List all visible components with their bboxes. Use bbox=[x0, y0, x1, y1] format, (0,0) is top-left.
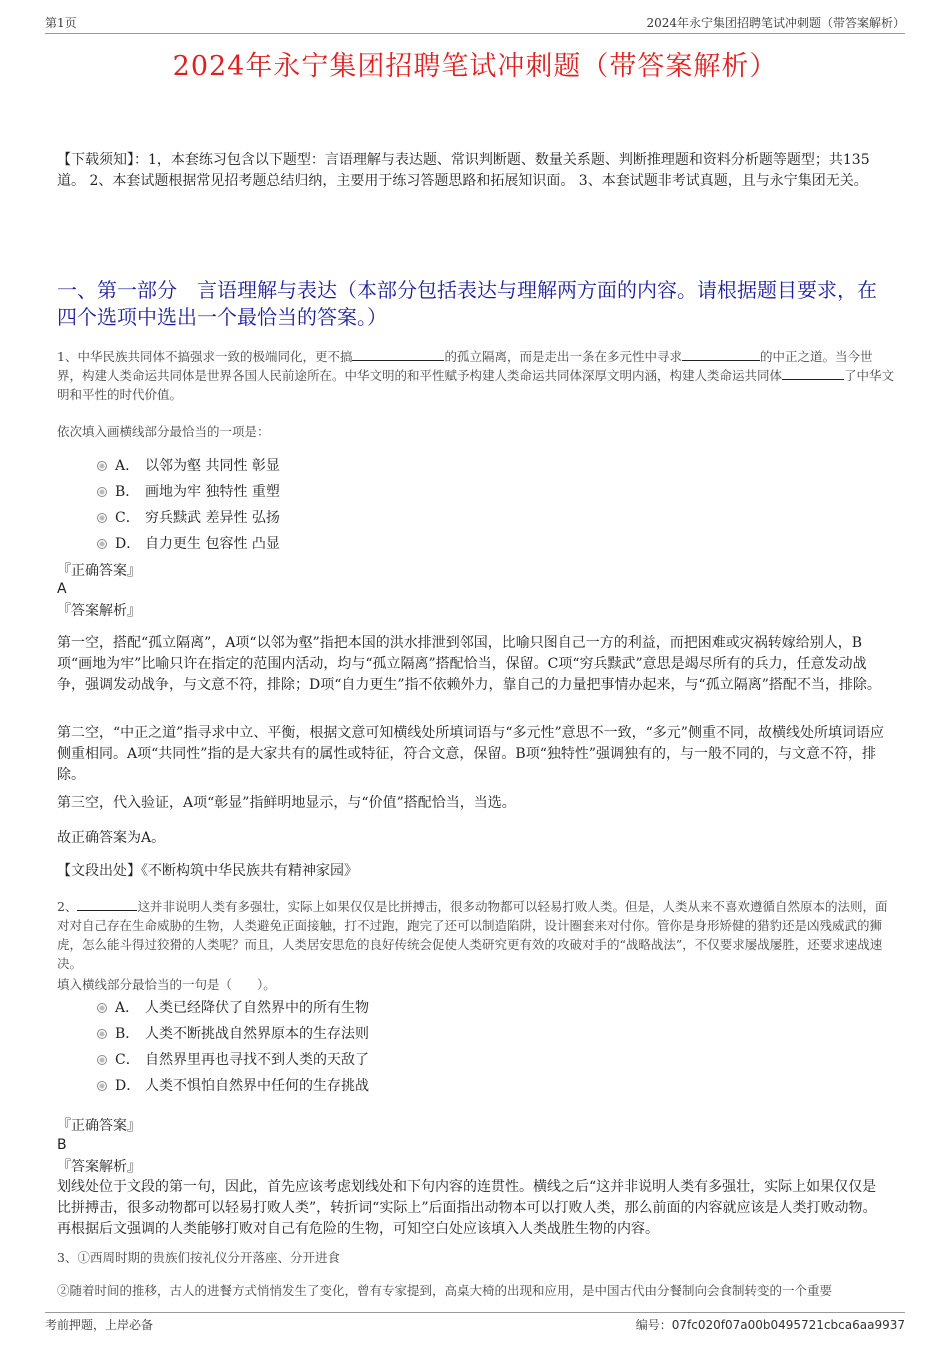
q1-option-b[interactable]: B． 画地为牢 独特性 重塑 bbox=[97, 482, 280, 502]
q2-option-c[interactable]: C． 自然界里再也寻找不到人类的天敌了 bbox=[97, 1050, 369, 1070]
q1-analysis-para-4: 故正确答案为A。 bbox=[57, 830, 166, 846]
q1-analysis-para-1: 第一空，搭配“孤立隔离”，A项“以邻为壑”指把本国的洪水排泄到邻国，比喻只图自己一方的利益，而把困难或灾祸转嫁给别人，B项“画地为牢”比喻只许在指定的范围内活动，均与“孤立隔离”搭配恰当，保留。C项“穷兵黩武”意思是竭尽所有的兵力，任意发动战争，强调发动战争，与文意不符，排除；D项“自力更生”指不依赖外力，靠自己的力量把事情办起来，与“孤立隔离”搭配不当，排除。 bbox=[57, 635, 881, 693]
question-2-stem: 2、 这并非说明人类有多强壮，实际上如果仅仅是比拼搏击，很多动物都可以轻易打败人类。但是，人类从来不喜欢遵循自然原本的法则，面对对自己存在生命威胁的生物，人类避免正面接触，打不过跑，跑完了还可以制造陷阱，设计圈套来对付你。管你是身形矫健的猎豹还是凶残威武的狮虎，怎么能斗得过狡猾的人类呢？而且，人类居安思危的良好传统会促使人类研究更有效的攻破对手的“战略战法”，不仅要求屡战屡胜，还要求速战速决。 bbox=[57, 899, 888, 971]
q2-option-a[interactable]: A． 人类已经降伏了自然界中的所有生物 bbox=[97, 998, 369, 1018]
fill-blank bbox=[77, 898, 137, 911]
q1-option-c[interactable]: C． 穷兵黩武 差异性 弘扬 bbox=[97, 508, 280, 528]
q2-analysis: 划线处位于文段的第一句，因此，首先应该考虑划线处和下句内容的连贯性。横线之后“这并非说明人类有多强壮，实际上如果仅仅是比拼搏击，很多动物都可以轻易打败人类”，转折词“实际上”后面指出动物本可以打败人类，那么前面的内容就应该是人类打败动物。再根据后文强调的人类能够打败对自己有危险的生物，可知空白处应该填入人类战胜生物的内容。 bbox=[57, 1179, 877, 1237]
fill-blank bbox=[682, 348, 760, 361]
radio-button[interactable] bbox=[97, 1029, 107, 1039]
q2-option-d[interactable]: D． 人类不惧怕自然界中任何的生存挑战 bbox=[97, 1076, 369, 1096]
footer-code: 编号：07fc020f07a00b0495721cbca6aa9937 bbox=[635, 1318, 905, 1332]
header-divider bbox=[45, 33, 905, 34]
correct-answer-label: 『正确答案』 bbox=[57, 563, 141, 579]
radio-button[interactable] bbox=[97, 539, 107, 549]
page-number: 第1页 bbox=[45, 16, 77, 30]
q1-text-d: 了中华文明和平性的时代价值。 bbox=[57, 368, 895, 402]
question-1-prompt: 依次填入画横线部分最恰当的一项是： bbox=[57, 424, 270, 439]
radio-button[interactable] bbox=[97, 513, 107, 523]
footer-divider bbox=[45, 1312, 905, 1313]
question-3-line-2: ②随着时间的推移，古人的进餐方式悄悄发生了变化，曾有专家提到，高桌大椅的出现和应用，是中国古代由分餐制向会食制转变的一个重要 bbox=[57, 1283, 833, 1298]
q1-text-b: 的孤立隔离，而是走出一条在多元性中寻求 bbox=[444, 349, 682, 364]
q1-option-d[interactable]: D． 自力更生 包容性 凸显 bbox=[97, 534, 280, 554]
q1-analysis-para-2: 第二空，“中正之道”指寻求中立、平衡，根据文意可知横线处所填词语与“多元性”意思不一致，“多元”侧重不同，故横线处所填词语应侧重相同。A项“共同性”指的是大家共有的属性或特征，符合文意，保留。B项“独特性”强调独有的，与一般不同的，与文意不符，排除。 bbox=[57, 725, 884, 783]
radio-button[interactable] bbox=[97, 461, 107, 471]
q1-text-c: 的中正之道。当今世界，构建人类命运共同体是世界各国人民前途所在。中华文明的和平性赋予构建人类命运共同体深厚文明内涵，构建人类命运共同体 bbox=[57, 349, 873, 383]
fill-blank bbox=[352, 348, 444, 361]
q1-source: 【文段出处】《不断构筑中华民族共有精神家园》 bbox=[57, 863, 358, 879]
download-notice: 【下载须知】：1，本套练习包含以下题型：言语理解与表达题、常识判断题、数量关系题、判断推理题和资料分析题等题型；共135道。 2、本套试题根据常见招考题总结归纳，主要用于练习答题思路和拓展知识面。 3、本套试题非考试真题，且与永宁集团无关。 bbox=[57, 152, 870, 189]
radio-button[interactable] bbox=[97, 1081, 107, 1091]
q2-option-b[interactable]: B． 人类不断挑战自然界原本的生存法则 bbox=[97, 1024, 369, 1044]
page-title: 2024年永宁集团招聘笔试冲刺题（带答案解析） bbox=[172, 51, 778, 82]
correct-answer: B bbox=[57, 1137, 67, 1153]
q1-option-a[interactable]: A． 以邻为壑 共同性 彰显 bbox=[97, 456, 280, 476]
radio-button[interactable] bbox=[97, 1003, 107, 1013]
analysis-label: 『答案解析』 bbox=[57, 1159, 141, 1175]
question-2-prompt: 填入横线部分最恰当的一句是（ ）。 bbox=[57, 977, 276, 992]
q1-text-a: 1、中华民族共同体不搞强求一致的极端同化，更不搞 bbox=[57, 349, 353, 364]
section-heading: 一、第一部分 言语理解与表达（本部分包括表达与理解两方面的内容。请根据题目要求，在四个选项中选出一个最恰当的答案。） bbox=[57, 278, 877, 329]
footer-slogan: 考前押题，上岸必备 bbox=[45, 1318, 154, 1332]
fill-blank bbox=[782, 367, 844, 380]
correct-answer-label: 『正确答案』 bbox=[57, 1118, 141, 1134]
correct-answer: A bbox=[57, 581, 67, 597]
radio-button[interactable] bbox=[97, 487, 107, 497]
header-doc-title: 2024年永宁集团招聘笔试冲刺题（带答案解析） bbox=[646, 16, 905, 30]
question-1-stem bbox=[57, 347, 897, 404]
analysis-label: 『答案解析』 bbox=[57, 603, 141, 619]
q1-analysis-para-3: 第三空，代入验证，A项“彰显”指鲜明地显示，与“价值”搭配恰当，当选。 bbox=[57, 795, 516, 811]
question-3-line-1: 3、①西周时期的贵族们按礼仪分开落座、分开进食 bbox=[57, 1250, 340, 1265]
radio-button[interactable] bbox=[97, 1055, 107, 1065]
